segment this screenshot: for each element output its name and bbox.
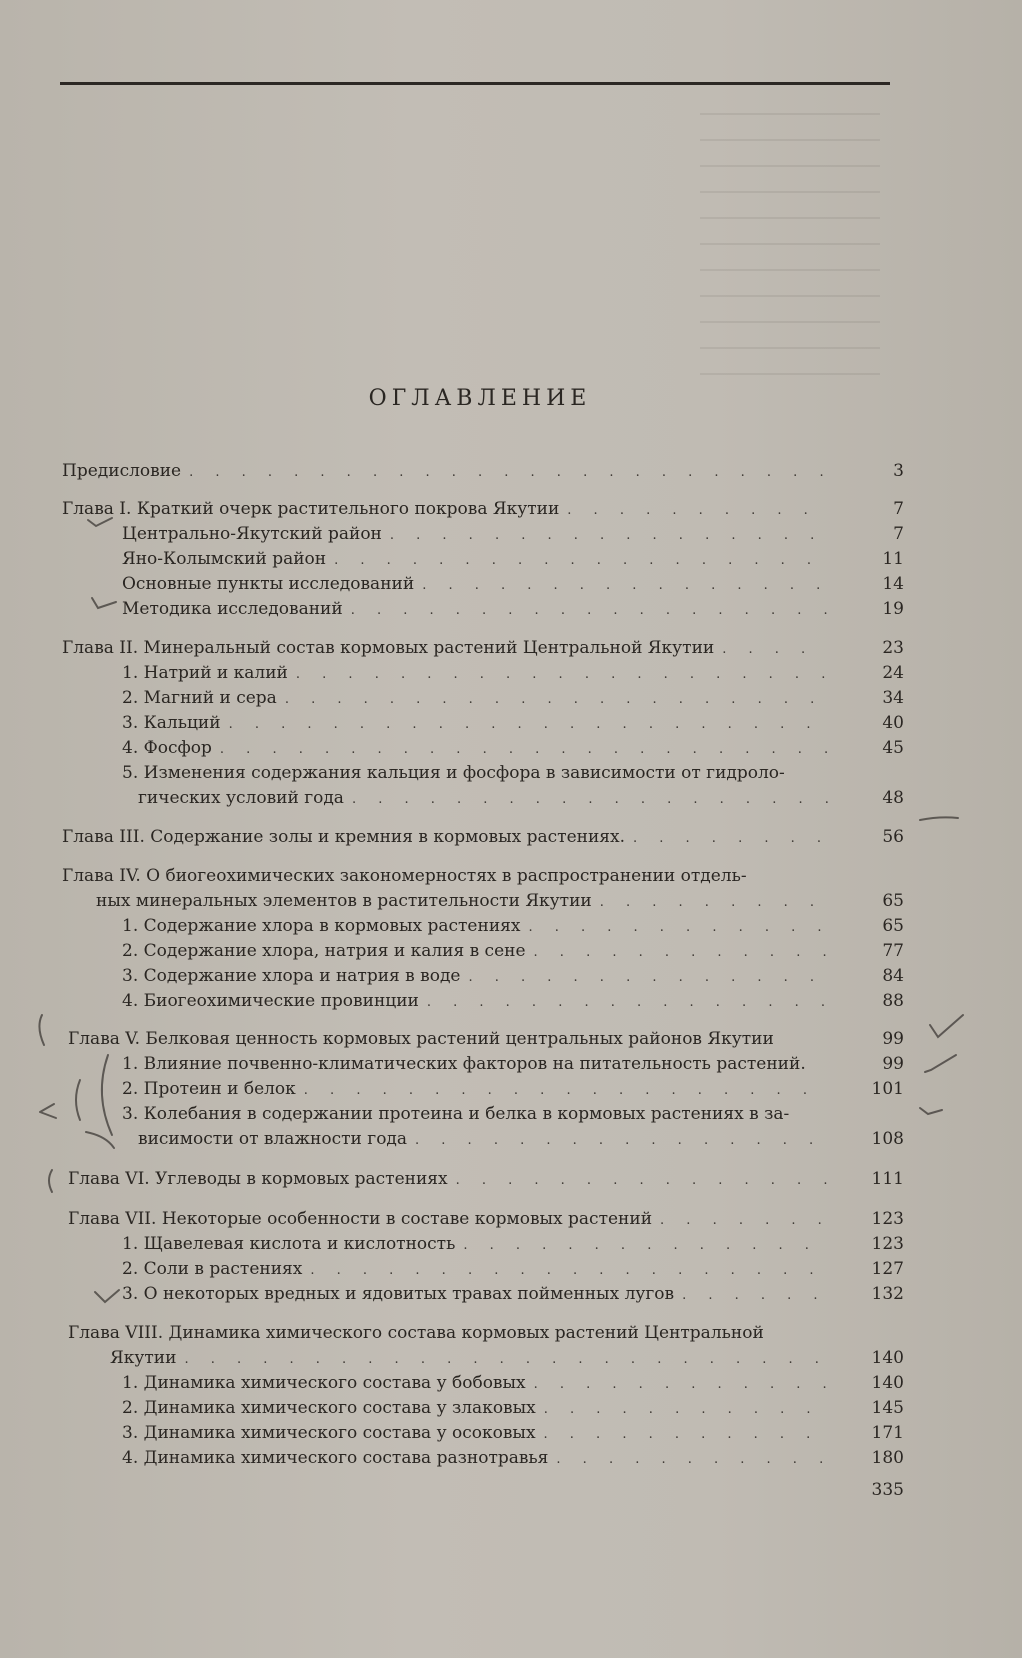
toc-entry-label: 2. Соли в растениях xyxy=(122,1259,303,1279)
toc-page-number: 65 xyxy=(882,891,904,911)
dot-leader xyxy=(633,828,828,850)
toc-entry-label: Глава V. Белковая ценность кормовых растений центральных районов Якутии xyxy=(68,1029,774,1049)
toc-chapter-entry xyxy=(68,1208,836,1232)
toc-entry-label: Предисловие xyxy=(62,461,182,481)
toc-entry xyxy=(122,712,836,736)
toc-entry xyxy=(96,890,836,914)
toc-entry xyxy=(122,1422,836,1446)
toc-page-number: 65 xyxy=(882,916,904,936)
toc-entry xyxy=(122,915,836,939)
dot-leader xyxy=(528,917,828,939)
toc-page-number: 23 xyxy=(882,638,904,658)
toc-entry xyxy=(122,1078,836,1102)
toc-entry-label: 1. Содержание хлора в кормовых растениях xyxy=(122,916,521,936)
page-title: ОГЛАВЛЕНИЕ xyxy=(368,386,592,411)
dot-leader xyxy=(682,1285,828,1307)
toc-page-number: 171 xyxy=(871,1423,904,1443)
toc-page-number: 132 xyxy=(871,1284,904,1304)
toc-page-number: 7 xyxy=(893,499,904,519)
toc-entry-label: 1. Динамика химического состава у бобовых xyxy=(122,1373,526,1393)
dot-leader xyxy=(600,892,828,914)
toc-entry-label: Центрально-Якутский район xyxy=(122,524,382,544)
toc-entry-label: 1. Влияние почвенно-климатических факторов на питательность растений. xyxy=(122,1054,806,1074)
toc-page-number: 108 xyxy=(871,1129,904,1149)
toc-entry xyxy=(122,662,836,686)
toc-entry xyxy=(122,1233,836,1257)
toc-entry xyxy=(110,1347,836,1371)
toc-page-number: 56 xyxy=(882,827,904,847)
dot-leader xyxy=(427,992,828,1014)
toc-chapter-entry xyxy=(62,865,836,887)
toc-entry xyxy=(122,965,836,989)
toc-page-number: 48 xyxy=(882,788,904,808)
toc-entry xyxy=(122,573,836,597)
dot-leader xyxy=(334,550,828,572)
toc-entry-label: 4. Динамика химического состава разнотравья xyxy=(122,1448,549,1468)
toc-chapter-entry xyxy=(62,498,836,522)
toc-entry xyxy=(122,1258,836,1282)
dot-leader xyxy=(534,942,828,964)
toc-page-number: 19 xyxy=(882,599,904,619)
toc-page-number: 45 xyxy=(882,738,904,758)
dot-leader xyxy=(556,1449,828,1471)
toc-entry-label: 1. Щавелевая кислота и кислотность xyxy=(122,1234,456,1254)
toc-entry xyxy=(122,598,836,622)
toc-chapter-entry xyxy=(68,1168,836,1192)
toc-entry xyxy=(122,1283,836,1307)
toc-entry-label: Глава I. Краткий очерк растительного покрова Якутии xyxy=(62,499,560,519)
toc-page-number: 84 xyxy=(882,966,904,986)
toc-entry-label: 4. Биогеохимические провинции xyxy=(122,991,419,1011)
toc-entry xyxy=(122,1372,836,1396)
toc-entry-label: гических условий года xyxy=(138,788,344,808)
toc-entry-label: 3. Динамика химического состава у осоковых xyxy=(122,1423,536,1443)
toc-page-number: 145 xyxy=(871,1398,904,1418)
dot-leader xyxy=(220,739,828,761)
toc-entry-label: 3. Содержание хлора и натрия в воде xyxy=(122,966,461,986)
toc-entry xyxy=(122,1103,836,1125)
toc-entry xyxy=(122,548,836,572)
dot-leader xyxy=(352,789,828,811)
toc-page-number: 77 xyxy=(882,941,904,961)
page-number: 335 xyxy=(871,1480,904,1500)
dot-leader xyxy=(285,689,828,711)
toc-entry-label: Глава VI. Углеводы в кормовых растениях xyxy=(68,1169,448,1189)
dot-leader xyxy=(544,1399,828,1421)
dot-leader xyxy=(660,1210,828,1232)
toc-entry xyxy=(122,1053,836,1075)
dot-leader xyxy=(189,462,828,484)
dot-leader xyxy=(229,714,828,736)
toc-page-number: 127 xyxy=(871,1259,904,1279)
toc-page-number: 140 xyxy=(871,1348,904,1368)
toc-page-number: 99 xyxy=(882,1054,904,1074)
toc-page-number: 111 xyxy=(871,1169,904,1189)
dot-leader xyxy=(304,1080,828,1102)
toc-entry-label: Глава III. Содержание золы и кремния в кормовых растениях. xyxy=(62,827,626,847)
dot-leader xyxy=(296,664,828,686)
toc-page-number: 3 xyxy=(893,461,904,481)
toc-entry xyxy=(122,687,836,711)
toc-page-number: 123 xyxy=(871,1234,904,1254)
toc-entry-label: Глава IV. О биогеохимических закономерностях в распространении отдель- xyxy=(62,866,747,886)
toc-entry xyxy=(62,460,836,484)
toc-entry-label: ных минеральных элементов в растительности Якутии xyxy=(96,891,592,911)
toc-page-number: 24 xyxy=(882,663,904,683)
dot-leader xyxy=(310,1260,828,1282)
toc-page-number: 99 xyxy=(882,1029,904,1049)
toc-entry-label: Глава II. Минеральный состав кормовых растений Центральной Якутии xyxy=(62,638,715,658)
toc-entry-label: 2. Динамика химического состава у злаковых xyxy=(122,1398,536,1418)
toc-page-number: 101 xyxy=(871,1079,904,1099)
toc-entry-label: Методика исследований xyxy=(122,599,343,619)
toc-entry xyxy=(122,990,836,1014)
toc-page-number: 11 xyxy=(882,549,904,569)
toc-entry xyxy=(122,1397,836,1421)
dot-leader xyxy=(415,1130,828,1152)
toc-entry-label: 3. Колебания в содержании протеина и белка в кормовых растениях в за- xyxy=(122,1104,790,1124)
toc-page-number: 34 xyxy=(882,688,904,708)
toc-entry-label: Яно-Колымский район xyxy=(122,549,327,569)
toc-page-number: 7 xyxy=(893,524,904,544)
toc-entry xyxy=(122,940,836,964)
dot-leader xyxy=(544,1424,828,1446)
toc-entry-label: 2. Магний и сера xyxy=(122,688,277,708)
toc-entry xyxy=(122,762,836,784)
toc-entry xyxy=(122,737,836,761)
toc-page-number: 88 xyxy=(882,991,904,1011)
toc-entry-label: висимости от влажности года xyxy=(138,1129,408,1149)
toc-entry-label: Основные пункты исследований xyxy=(122,574,415,594)
dot-leader xyxy=(456,1170,828,1192)
toc-entry xyxy=(138,1128,836,1152)
dot-leader xyxy=(463,1235,828,1257)
toc-entry xyxy=(122,1447,836,1471)
toc-page-number: 14 xyxy=(882,574,904,594)
toc-entry xyxy=(138,787,836,811)
dot-leader xyxy=(351,600,828,622)
toc-chapter-entry xyxy=(62,637,836,661)
toc-entry-label: 2. Содержание хлора, натрия и калия в сене xyxy=(122,941,526,961)
toc-page-number: 123 xyxy=(871,1209,904,1229)
toc-entry-label: Глава VIII. Динамика химического состава кормовых растений Центральной xyxy=(68,1323,764,1343)
dot-leader xyxy=(184,1349,828,1371)
dot-leader xyxy=(390,525,828,547)
toc-entry-label: 4. Фосфор xyxy=(122,738,212,758)
toc-entry-label: 2. Протеин и белок xyxy=(122,1079,296,1099)
toc-entry-label: 3. Кальций xyxy=(122,713,221,733)
toc-chapter-entry xyxy=(68,1322,836,1344)
dot-leader xyxy=(567,500,828,522)
toc-chapter-entry xyxy=(68,1028,836,1050)
dot-leader xyxy=(468,967,828,989)
toc-entry-label: 1. Натрий и калий xyxy=(122,663,288,683)
toc-entry-label: 5. Изменения содержания кальция и фосфора в зависимости от гидроло- xyxy=(122,763,785,783)
toc-page-number: 180 xyxy=(871,1448,904,1468)
toc-page-number: 140 xyxy=(871,1373,904,1393)
dot-leader xyxy=(422,575,828,597)
toc-entry xyxy=(122,523,836,547)
toc-page-number: 40 xyxy=(882,713,904,733)
toc-chapter-entry xyxy=(62,826,836,850)
toc-entry-label: Якутии xyxy=(110,1348,177,1368)
toc-entry-label: 3. О некоторых вредных и ядовитых травах пойменных лугов xyxy=(122,1284,675,1304)
dot-leader xyxy=(722,639,828,661)
dot-leader xyxy=(534,1374,828,1396)
toc-entry-label: Глава VII. Некоторые особенности в составе кормовых растений xyxy=(68,1209,653,1229)
